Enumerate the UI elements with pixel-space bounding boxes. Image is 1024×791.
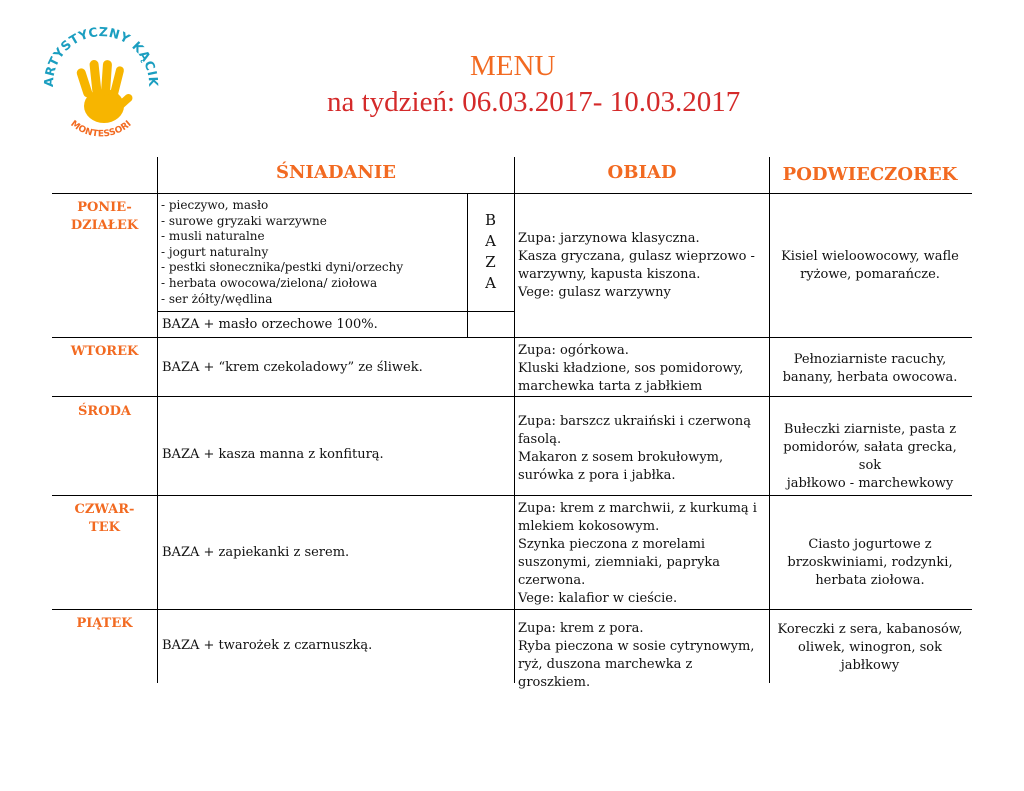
hand-icon	[76, 60, 135, 123]
col-header-breakfast: ŚNIADANIE	[275, 162, 396, 183]
baza-item: - musli naturalne	[161, 229, 265, 244]
svg-text:ARTYSTYCZNY KĄCIK	[41, 24, 161, 88]
breakfast-friday: BAZA + twarożek z czarnuszką.	[162, 638, 373, 653]
logo-top-text: ARTYSTYCZNY KĄCIK	[40, 24, 162, 88]
lunch-monday: Zupa: jarzynowa klasyczna. Kasza gryczana, gulasz wieprzowo - warzywny, kapusta kiszona. Vege: gulasz warzywny	[518, 231, 755, 300]
col-header-snack: PODWIECZOREK	[782, 164, 958, 185]
snack-friday: Koreczki z sera, kabanosów, oliwek, winogron, sok jabłkowy	[777, 622, 963, 673]
col-header-lunch: OBIAD	[607, 162, 677, 183]
day-label-wednesday: ŚRODA	[78, 404, 131, 419]
day-label-thursday: CZWAR- TEK	[74, 502, 135, 535]
snack-thursday: Ciasto jogurtowe z brzoskwiniami, rodzynki, herbata ziołowa.	[787, 537, 953, 588]
breakfast-wednesday: BAZA + kasza manna z konfiturą.	[162, 447, 384, 462]
baza-list	[161, 198, 465, 307]
snack-tuesday: Pełnoziarniste racuchy, banany, herbata owocowa.	[782, 352, 958, 385]
snack-monday: Kisiel wieloowocowy, wafle ryżowe, pomarańcze.	[781, 249, 959, 282]
baza-item: - pestki słonecznika/pestki dyni/orzechy	[161, 260, 404, 275]
artystyczny-kacik-logo	[36, 22, 166, 152]
baza-item: - jogurt naturalny	[161, 244, 269, 259]
breakfast-tuesday: BAZA + “krem czekoladowy” ze śliwek.	[162, 360, 423, 375]
baza-item: - surowe gryzaki warzywne	[161, 213, 327, 228]
lunch-wednesday: Zupa: barszcz ukraiński i czerwoną fasolą. Makaron z sosem brokułowym, surówka z pora i jabłka.	[518, 414, 752, 483]
baza-vertical-label: B A Z A	[484, 211, 497, 292]
baza-item: - pieczywo, masło	[161, 198, 269, 212]
lunch-tuesday: Zupa: ogórkowa. Kluski kładzione, sos pomidorowy, marchewka tarta z jabłkiem	[518, 343, 744, 394]
day-label-tuesday: WTOREK	[70, 344, 139, 359]
day-label-friday: PIĄTEK	[76, 616, 133, 631]
menu-title: MENU	[470, 50, 556, 82]
snack-wednesday: Bułeczki ziarniste, pasta z pomidorów, sałata grecka, sok jabłkowo - marchewkowy	[783, 422, 957, 491]
baza-item: - herbata owocowa/zielona/ ziołowa	[161, 275, 378, 290]
day-label-monday: PONIE- DZIAŁEK	[70, 200, 139, 233]
breakfast-thursday: BAZA + zapiekanki z serem.	[162, 545, 350, 560]
menu-week-range: na tydzień: 06.03.2017- 10.03.2017	[327, 86, 741, 118]
baza-item: - ser żółty/wędlina	[161, 291, 273, 306]
lunch-friday: Zupa: krem z pora. Ryba pieczona w sosie cytrynowym, ryż, duszona marchewka z groszkiem.	[518, 621, 755, 690]
breakfast-monday: BAZA + masło orzechowe 100%.	[162, 317, 378, 332]
lunch-thursday: Zupa: krem z marchwii, z kurkumą i mlekiem kokosowym. Szynka pieczona z morelami suszonymi, ziemniaki, papryka czerwona. Vege: kalafior w cieście.	[518, 501, 757, 606]
logo-bottom-text: MONTESSORI	[68, 119, 134, 140]
